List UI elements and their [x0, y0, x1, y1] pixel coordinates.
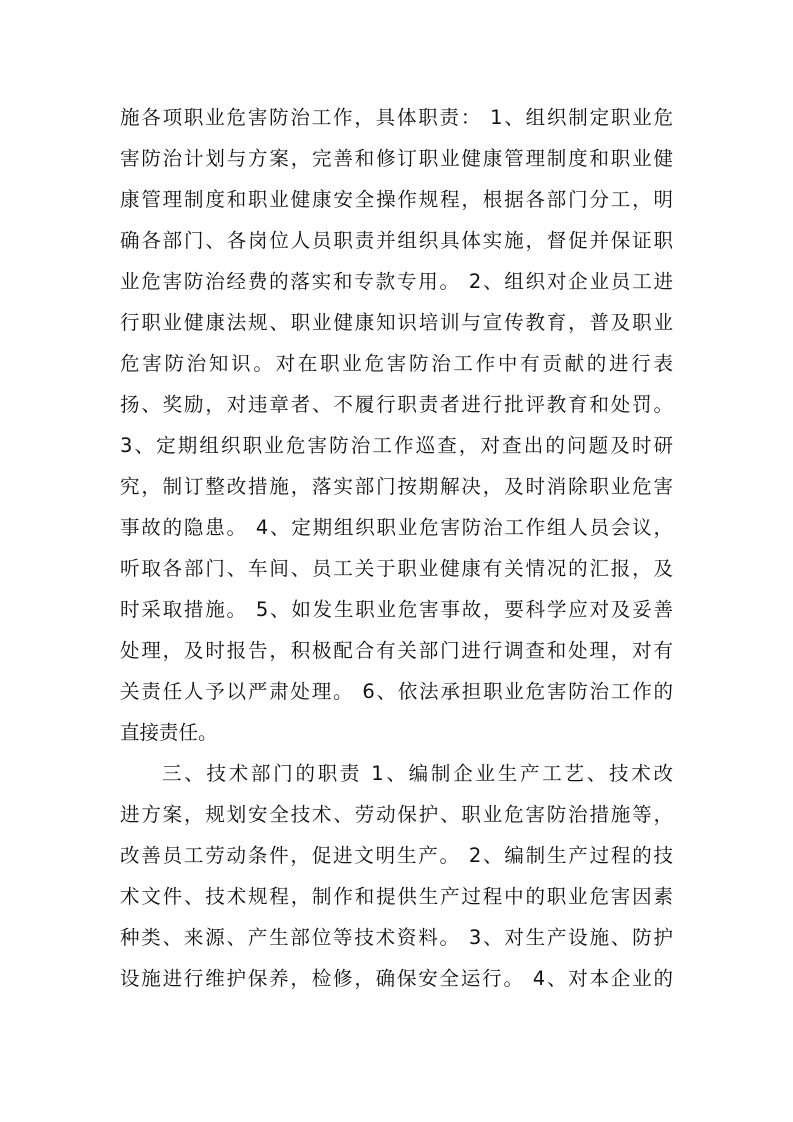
- paragraph-line: 害防治计划与方案，完善和修订职业健康管理制度和职业健: [120, 147, 673, 170]
- paragraph-line: 危害防治知识。对在职业危害防治工作中有贡献的进行表: [120, 352, 673, 375]
- paragraph-line: 事故的隐患。 4、定期组织职业危害防治工作组人员会议，: [120, 516, 673, 539]
- paragraph-line: 关责任人予以严肃处理。 6、依法承担职业危害防治工作的: [120, 680, 673, 703]
- paragraph-line: 直接责任。: [120, 721, 218, 744]
- paragraph-line: 究，制订整改措施，落实部门按期解决，及时消除职业危害: [120, 475, 673, 498]
- paragraph-line: 业危害防治经费的落实和专款专用。 2、组织对企业员工进: [120, 270, 673, 293]
- paragraph-line: 术文件、技术规程，制作和提供生产过程中的职业危害因素: [120, 885, 673, 908]
- paragraph-line: 施各项职业危害防治工作，具体职责： 1、组织制定职业危: [120, 106, 673, 129]
- section-heading-line: 三、技术部门的职责 1、编制企业生产工艺、技术改: [162, 762, 673, 785]
- paragraph-line: 行职业健康法规、职业健康知识培训与宣传教育，普及职业: [120, 311, 673, 334]
- paragraph-line: 扬、奖励，对违章者、不履行职责者进行批评教育和处罚。: [120, 393, 673, 416]
- paragraph-line: 康管理制度和职业健康安全操作规程，根据各部门分工，明: [120, 188, 673, 211]
- paragraph-line: 设施进行维护保养，检修，确保安全运行。 4、对本企业的: [120, 967, 673, 990]
- paragraph-line: 进方案，规划安全技术、劳动保护、职业危害防治措施等，: [120, 803, 673, 826]
- paragraph-line: 听取各部门、车间、员工关于职业健康有关情况的汇报，及: [120, 557, 673, 580]
- paragraph-line: 种类、来源、产生部位等技术资料。 3、对生产设施、防护: [120, 926, 673, 949]
- paragraph-line: 3、定期组织职业危害防治工作巡查，对查出的问题及时研: [120, 434, 673, 457]
- paragraph-line: 改善员工劳动条件，促进文明生产。 2、编制生产过程的技: [120, 844, 673, 867]
- paragraph-line: 时采取措施。 5、如发生职业危害事故，要科学应对及妥善: [120, 598, 673, 621]
- paragraph-line: 处理，及时报告，积极配合有关部门进行调查和处理，对有: [120, 639, 673, 662]
- paragraph-line: 确各部门、各岗位人员职责并组织具体实施，督促并保证职: [120, 229, 673, 252]
